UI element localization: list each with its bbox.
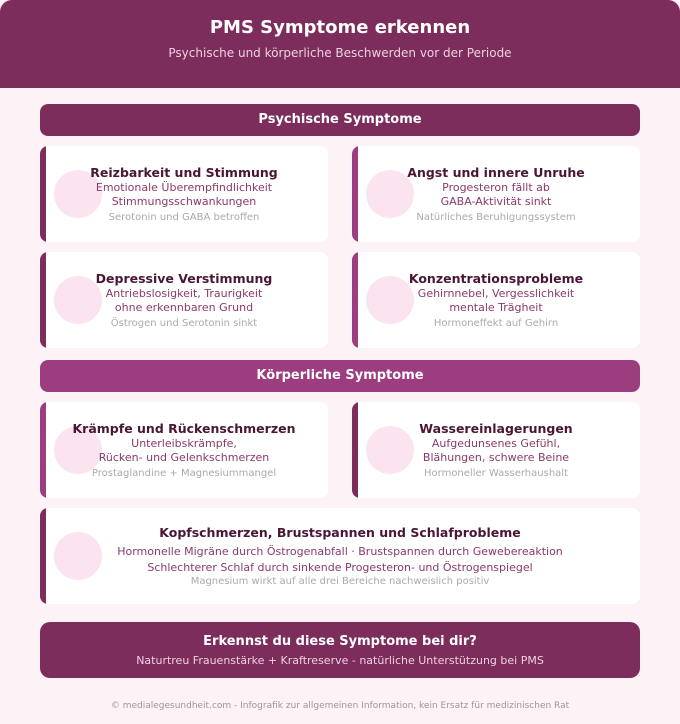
cta-title: Erkennst du diese Symptome bei dir? — [203, 634, 477, 649]
section-header-physical: Körperliche Symptome — [40, 360, 640, 392]
footer-note: © medialegesundheit.com - Infografik zur allgemeinen Information, kein Ersatz für medizinischen Rat — [110, 701, 570, 711]
card-title: Wassereinlagerungen — [419, 421, 573, 436]
card-note: Magnesium wirkt auf alle drei Bereiche nachweislich positiv — [190, 576, 490, 587]
card-note: Hormoneller Wasserhaushalt — [424, 468, 568, 479]
card-description: Aufgedunsenes Gefühl, Blähungen, schwere Beine — [422, 437, 570, 464]
card-description: Hormonelle Migräne durch Östrogenabfall · Brustspannen durch Gewebereaktion Schlechterer Schlaf durch sinkende Progesteron- und Östrogenspiegel — [117, 545, 563, 574]
card-note: Prostaglandine + Magnesiummangel — [91, 468, 277, 479]
card-description: Unterleibskrämpfe, Rücken- und Gelenkschmerzen — [98, 437, 270, 464]
card-title: Krämpfe und Rückenschmerzen — [72, 421, 296, 436]
card-description: Emotionale Überempfindlichkeit Stimmungsschwankungen — [95, 181, 273, 208]
card-description: Gehirnnebel, Vergesslichkeit mentale Trägheit — [417, 287, 575, 314]
symptom-card-concentration — [352, 252, 640, 348]
card-title: Reizbarkeit und Stimmung — [90, 165, 278, 180]
card-description: Antriebslosigkeit, Traurigkeit ohne erkennbaren Grund — [105, 287, 263, 314]
card-description: Progesteron fällt ab GABA-Aktivität sinkt — [440, 181, 552, 208]
card-title: Kopfschmerzen, Brustspannen und Schlafprobleme — [159, 525, 521, 540]
card-note: Serotonin und GABA betroffen — [108, 212, 260, 223]
symptom-card-depression — [40, 252, 328, 348]
section-header-psychic: Psychische Symptome — [40, 104, 640, 136]
card-title: Konzentrationsprobleme — [408, 271, 584, 286]
header-banner — [0, 0, 680, 88]
symptom-card-anxiety — [352, 146, 640, 242]
symptom-card-irritability — [40, 146, 328, 242]
card-title: Angst und innere Unruhe — [407, 165, 585, 180]
cta-subtitle: Naturtreu Frauenstärke + Kraftreserve - natürliche Unterstützung bei PMS — [136, 654, 544, 667]
symptom-card-water-retention — [352, 402, 640, 498]
card-note: Hormoneffekt auf Gehirn — [433, 318, 559, 329]
card-note: Natürliches Beruhigungssystem — [416, 212, 576, 223]
call-to-action-box — [40, 622, 640, 678]
symptom-card-headache-breast-sleep — [40, 508, 640, 604]
card-note: Östrogen und Serotonin sinkt — [110, 318, 258, 329]
card-title: Depressive Verstimmung — [95, 271, 273, 286]
page-title: PMS Symptome erkennen — [209, 17, 471, 38]
page-subtitle: Psychische und körperliche Beschwerden vor der Periode — [168, 46, 512, 60]
symptom-card-cramps — [40, 402, 328, 498]
